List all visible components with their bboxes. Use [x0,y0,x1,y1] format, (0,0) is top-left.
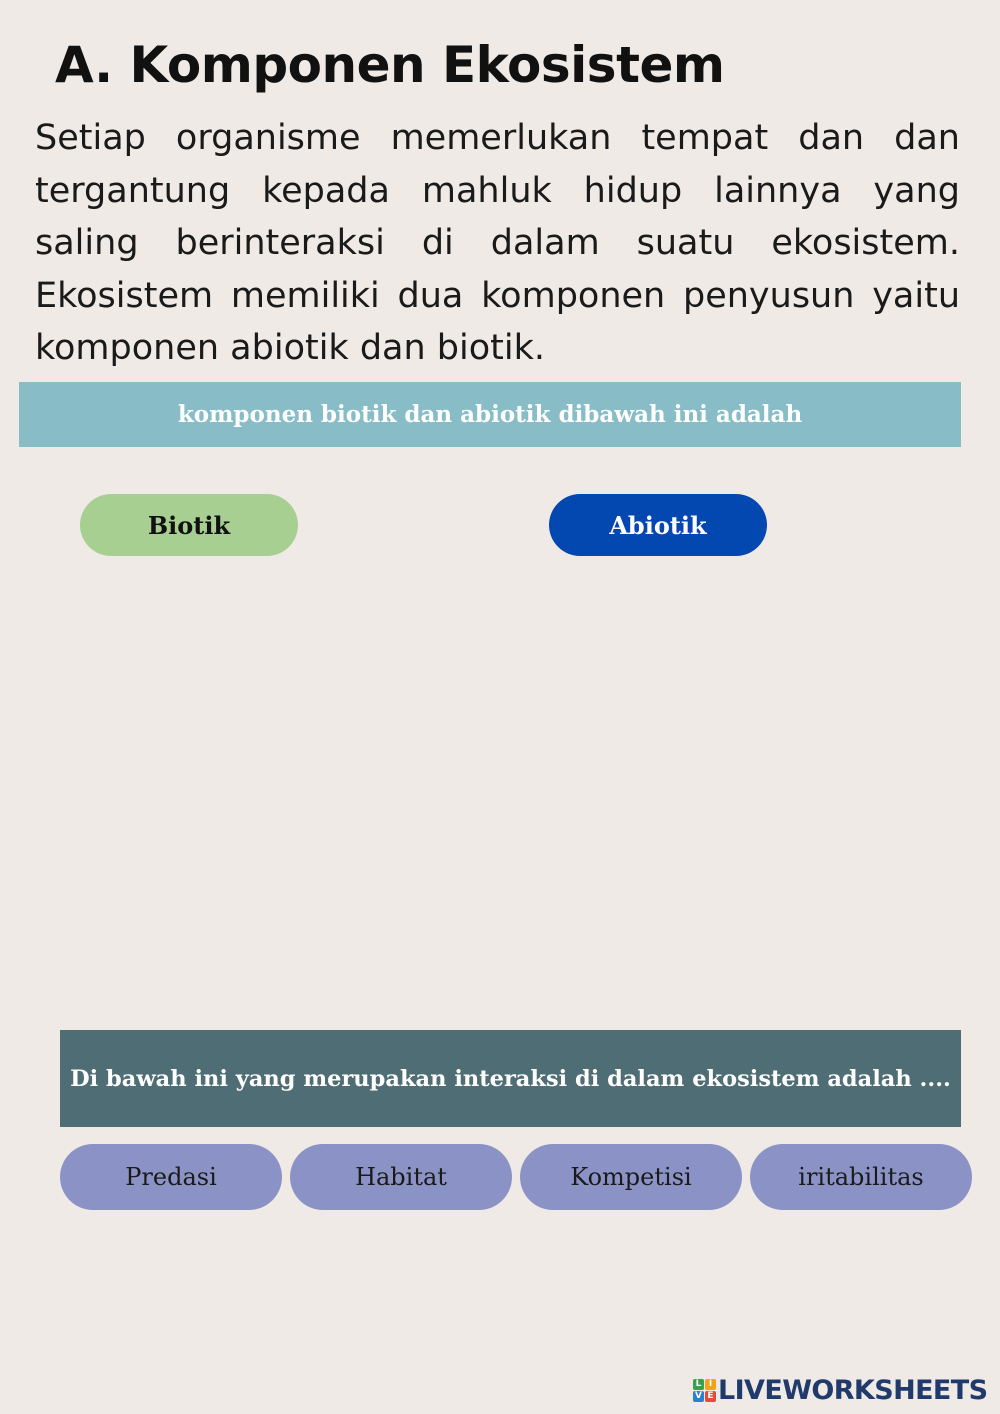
interaction-question-text: Di bawah ini yang merupakan interaksi di dalam ekosistem adalah .... [70,1065,951,1092]
option-habitat[interactable]: Habitat [290,1144,512,1210]
biotik-abiotik-prompt-text: komponen biotik dan abiotik dibawah ini adalah [177,401,803,428]
liveworksheets-logo[interactable] [693,1374,987,1406]
option-predasi[interactable]: Predasi [60,1144,282,1210]
biotik-category-button[interactable]: Biotik [80,494,298,556]
liveworksheets-logo-text: LIVEWORKSHEETS [718,1374,988,1406]
page-title: A. Komponen Ekosistem [55,36,725,94]
intro-paragraph: Setiap organisme memerlukan tempat dan dan tergantung kepada mahluk hidup lainnya yang saling berinteraksi di dalam suatu ekosistem. Ekosistem memiliki dua komponen penyusun yaitu komponen abiotik dan biotik. [35,118,960,368]
liveworksheets-logo-icon: L I V E [693,1379,716,1402]
option-kompetisi[interactable]: Kompetisi [520,1144,742,1210]
biotik-abiotik-prompt-banner [19,382,961,447]
option-iritabilitas[interactable]: iritabilitas [750,1144,972,1210]
interaction-question-banner [60,1030,961,1127]
abiotik-category-button[interactable]: Abiotik [549,494,767,556]
